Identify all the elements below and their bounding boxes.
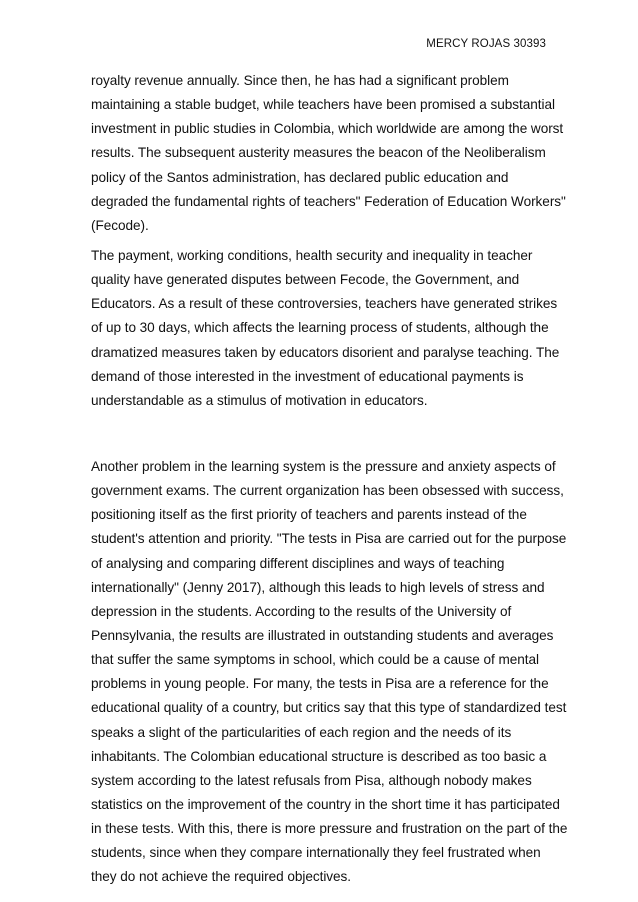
text-line: demand of those interested in the investment of educational payments is <box>91 368 524 384</box>
text-line: that suffer the same symptoms in school, which could be a cause of mental <box>91 652 539 668</box>
text-line: statistics on the improvement of the country in the short time it has participated <box>91 796 560 812</box>
text-line: (Fecode). <box>91 217 149 233</box>
text-line: problems in young people. For many, the tests in Pisa are a reference for the <box>91 676 549 692</box>
text-line: maintaining a stable budget, while teachers have been promised a substantial <box>91 97 555 113</box>
text-line: Pennsylvania, the results are illustrated in outstanding students and averages <box>91 627 554 643</box>
text-line: investment in public studies in Colombia, which worldwide are among the worst <box>91 121 564 137</box>
text-line: government exams. The current organization has been obsessed with success, <box>91 483 564 499</box>
text-line: students, since when they compare internationally they feel frustrated when <box>91 845 541 861</box>
text-line: positioning itself as the first priority of teachers and parents instead of the <box>91 507 527 523</box>
text-line: inhabitants. The Colombian educational structure is described as too basic a <box>91 748 547 764</box>
document-body <box>91 69 568 890</box>
text-line: Educators. As a result of these controversies, teachers have generated strikes <box>91 296 558 312</box>
text-line: they do not achieve the required objectives. <box>91 869 352 885</box>
text-line: understandable as a stimulus of motivation in educators. <box>91 392 428 408</box>
text-line: internationally" (Jenny 2017), although this leads to high levels of stress and <box>91 579 545 595</box>
text-line: system according to the latest refusals from Pisa, although nobody makes <box>91 772 532 788</box>
text-line: Another problem in the learning system is the pressure and anxiety aspects of <box>91 458 556 474</box>
text-line: student's attention and priority. "The tests in Pisa are carried out for the purpose <box>91 531 567 547</box>
text-line: of analysing and comparing different disciplines and ways of teaching <box>91 555 505 571</box>
paragraph-3 <box>91 455 568 890</box>
paragraph-1 <box>91 69 566 238</box>
text-line: policy of the Santos administration, has declared public education and <box>91 169 509 185</box>
text-line: educational quality of a country, but critics say that this type of standardized test <box>91 700 567 716</box>
text-line: in these tests. With this, there is more pressure and frustration on the part of the <box>91 821 568 837</box>
text-line: The payment, working conditions, health security and inequality in teacher <box>91 247 533 263</box>
paragraph-2 <box>91 244 561 413</box>
text-line: speaks a slight of the particularities of each region and the needs of its <box>91 724 512 740</box>
text-line: quality have generated disputes between Fecode, the Government, and <box>91 272 520 288</box>
page-header-author: MERCY ROJAS 30393 <box>426 38 546 50</box>
text-line: degraded the fundamental rights of teachers" Federation of Education Workers" <box>91 193 566 209</box>
paragraph-spacer <box>91 413 561 455</box>
text-line: depression in the students. According to the results of the University of <box>91 603 512 619</box>
text-line: of up to 30 days, which affects the learning process of students, although the <box>91 320 549 336</box>
text-line: dramatized measures taken by educators disorient and paralyse teaching. The <box>91 344 560 360</box>
text-line: royalty revenue annually. Since then, he has had a significant problem <box>91 73 509 88</box>
text-line: results. The subsequent austerity measures the beacon of the Neoliberalism <box>91 145 546 161</box>
